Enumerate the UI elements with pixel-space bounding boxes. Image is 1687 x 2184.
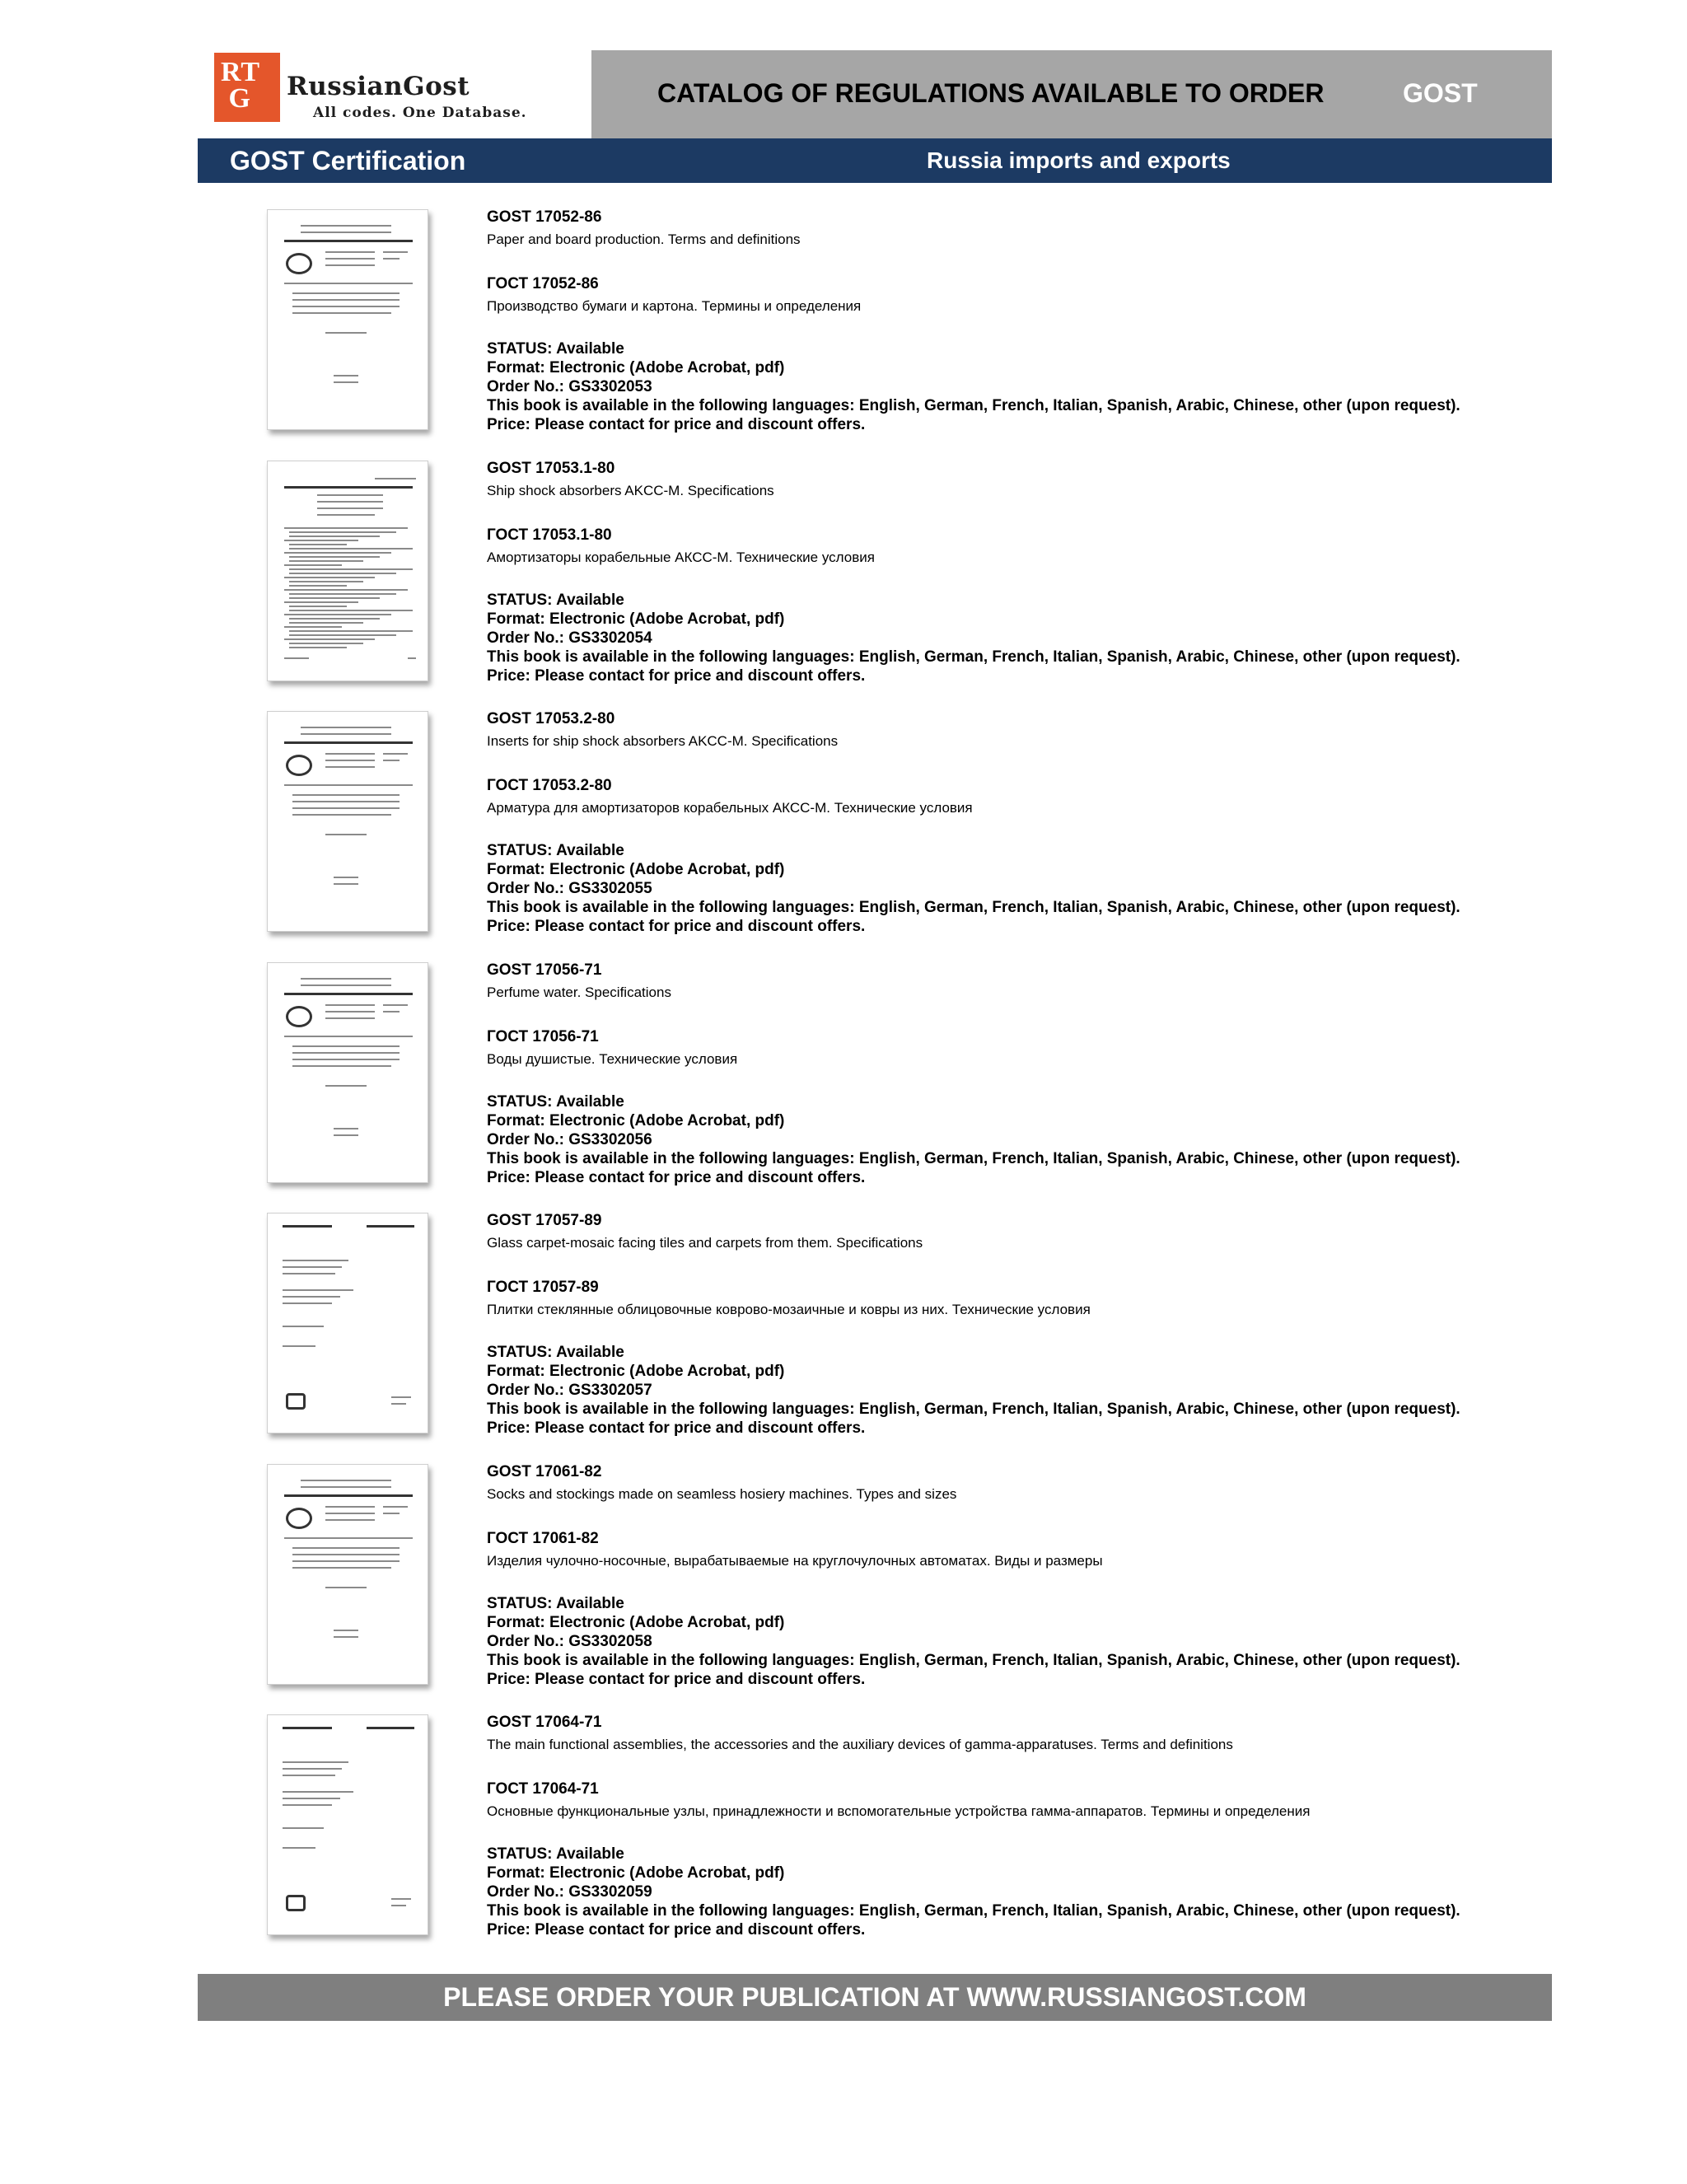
page-header [198,50,1552,138]
standard-logo-icon [286,1508,312,1529]
status-text: STATUS: Available [487,592,624,609]
cover-text-line [289,568,413,570]
doc-title-ru: Плитки стеклянные облицовочные коврово-мозаичные и ковры из них. Технические условия [487,1302,1091,1317]
catalog-entry [0,460,1687,711]
catalog-entry [0,1212,1687,1463]
doc-code-en[interactable]: GOST 17057-89 [487,1212,602,1229]
cover-text-line [289,581,363,582]
cover-text-line [292,312,391,314]
document-cover-thumbnail[interactable] [267,1464,428,1685]
languages-text: This book is available in the following languages: English, German, French, Italian, Spanish, Arabic, Chinese, other (upon request). [487,648,1460,666]
cover-text-line [334,1134,358,1136]
format-text: Format: Electronic (Adobe Acrobat, pdf) [487,359,785,376]
cover-text-line [284,614,391,615]
cover-text-line [334,1128,358,1129]
cover-text-line [383,1011,400,1012]
cover-text-line [289,548,413,550]
doc-title-ru: Изделия чулочно-носочные, вырабатываемые на круглочулочных автоматах. Виды и размеры [487,1553,1103,1569]
cover-text-line [289,556,380,558]
document-cover-thumbnail[interactable] [267,461,428,681]
cover-text-line [301,231,391,233]
cover-text-line [284,657,309,659]
cover-text-line [284,741,413,744]
cover-text-line [283,1260,348,1261]
cover-text-line [292,306,400,307]
cover-text-line [283,1296,340,1298]
cover-text-line [325,1017,375,1019]
cover-text-line [283,1804,332,1806]
cover-text-line [301,225,391,227]
cover-text-line [383,760,400,761]
cover-text-line [317,501,383,503]
cover-text-line [325,1587,367,1588]
order-number: Order No.: GS3302058 [487,1633,652,1650]
cover-text-line [292,1554,400,1555]
price-text: Price: Please contact for price and discount offers. [487,918,866,935]
status-text: STATUS: Available [487,1595,624,1612]
cover-text-line [367,1727,414,1729]
doc-code-ru[interactable]: ГОСТ 17053.2-80 [487,777,612,794]
cover-text-line [292,1045,400,1047]
cover-text-line [391,1898,411,1900]
cover-text-line [283,1302,332,1304]
status-text: STATUS: Available [487,842,624,859]
cover-text-line [289,585,347,587]
cover-text-line [325,332,367,334]
order-footer[interactable] [198,1974,1552,2021]
cover-text-line [317,514,375,516]
cover-text-line [325,1085,367,1087]
cover-text-line [284,993,413,995]
logo-mark-icon: RT G [214,53,280,122]
logo[interactable] [198,50,591,138]
cover-text-line [289,560,363,562]
cover-text-line [292,1560,400,1562]
cover-text-line [301,727,391,728]
cover-text-line [284,1494,413,1497]
cover-text-line [289,622,363,624]
cover-text-line [301,1486,391,1488]
doc-code-ru[interactable]: ГОСТ 17064-71 [487,1780,599,1798]
cover-text-line [334,877,358,878]
price-text: Price: Please contact for price and discount offers. [487,416,866,433]
cover-text-line [292,1547,400,1549]
cover-text-line [383,258,400,260]
cover-text-line [334,375,358,376]
catalog-code: GOST [1403,78,1478,108]
doc-code-en[interactable]: GOST 17052-86 [487,208,602,226]
cover-text-line [283,1266,342,1268]
cover-text-line [283,1345,315,1347]
doc-code-en[interactable]: GOST 17053.1-80 [487,460,615,477]
document-cover-thumbnail[interactable] [267,1213,428,1433]
status-text: STATUS: Available [487,1845,624,1863]
cover-text-line [289,618,380,620]
cover-text-line [391,1403,406,1405]
catalog-entry [0,1463,1687,1714]
languages-text: This book is available in the following languages: English, German, French, Italian, Spanish, Arabic, Chinese, other (upon request). [487,899,1460,916]
cover-text-line [383,251,408,253]
cover-text-line [284,527,408,529]
standard-logo-icon [286,755,312,776]
document-cover-thumbnail[interactable] [267,1714,428,1935]
cover-text-line [301,1480,391,1481]
doc-title-en: Socks and stockings made on seamless hosiery machines. Types and sizes [487,1486,957,1502]
doc-title-ru: Воды душистые. Технические условия [487,1051,738,1067]
doc-code-ru[interactable]: ГОСТ 17061-82 [487,1530,599,1547]
cover-text-line [367,1225,414,1228]
catalog-entry [0,1714,1687,1965]
languages-text: This book is available in the following languages: English, German, French, Italian, Spanish, Arabic, Chinese, other (upon request). [487,1902,1460,1920]
cover-text-line [334,1636,358,1638]
order-number: Order No.: GS3302055 [487,880,652,897]
cover-text-line [292,1065,391,1067]
cover-text-line [325,1513,375,1514]
cover-text-line [284,283,413,284]
cover-text-line [391,1905,406,1906]
cover-text-line [391,1396,411,1398]
price-text: Price: Please contact for price and discount offers. [487,667,866,685]
cover-text-line [284,784,413,786]
price-text: Price: Please contact for price and discount offers. [487,1419,866,1437]
languages-text: This book is available in the following languages: English, German, French, Italian, Spanish, Arabic, Chinese, other (upon request). [487,1401,1460,1418]
cover-text-line [325,258,375,260]
cover-text-line [334,381,358,383]
cover-text-line [284,240,413,242]
subheader-bar [198,138,1552,183]
doc-title-ru: Арматура для амортизаторов корабельных АКСС-М. Технические условия [487,800,973,816]
cover-text-line [292,299,400,301]
doc-code-ru[interactable]: ГОСТ 17057-89 [487,1279,599,1296]
cover-text-line [289,643,363,644]
cover-text-line [334,1630,358,1631]
cover-text-line [325,1004,375,1006]
cover-text-line [292,1052,400,1054]
languages-text: This book is available in the following languages: English, German, French, Italian, Spanish, Arabic, Chinese, other (upon request). [487,397,1460,414]
cover-text-line [383,1513,400,1514]
cover-text-line [284,1537,413,1539]
standard-logo-icon [286,1895,306,1911]
cover-text-line [289,647,347,648]
order-number: Order No.: GS3302057 [487,1382,652,1399]
order-number: Order No.: GS3302059 [487,1883,652,1901]
doc-code-en[interactable]: GOST 17056-71 [487,961,602,979]
cover-text-line [283,1289,353,1291]
cover-text-line [317,507,383,509]
document-cover-thumbnail[interactable] [267,711,428,932]
cover-text-line [283,1273,335,1274]
doc-title-en: Perfume water. Specifications [487,984,671,1000]
subheader-left: GOST Certification [230,146,466,175]
cover-text-line [325,1506,375,1508]
price-text: Price: Please contact for price and discount offers. [487,1671,866,1688]
cover-text-line [289,544,347,545]
cover-text-line [289,606,347,607]
cover-text-line [284,601,358,603]
cover-text-line [325,264,375,266]
cover-text-line [325,834,367,835]
cover-text-line [289,535,380,537]
cover-text-line [301,733,391,735]
cover-text-line [289,610,413,611]
order-number: Order No.: GS3302053 [487,378,652,395]
cover-text-line [284,486,413,489]
doc-title-en: Paper and board production. Terms and definitions [487,231,801,247]
doc-code-ru[interactable]: ГОСТ 17053.1-80 [487,526,612,544]
format-text: Format: Electronic (Adobe Acrobat, pdf) [487,1864,785,1882]
cover-text-line [283,1798,340,1799]
status-text: STATUS: Available [487,1344,624,1361]
cover-text-line [289,593,396,595]
cover-text-line [325,760,375,761]
doc-title-en: Inserts for ship shock absorbers AKCC-M. Specifications [487,733,839,749]
cover-text-line [283,1727,332,1729]
catalog-entry [0,208,1687,460]
cover-text-line [283,1225,332,1228]
cover-text-line [292,814,391,816]
cover-text-line [375,478,416,479]
cover-text-line [325,251,375,253]
cover-text-line [284,626,342,628]
languages-text: This book is available in the following languages: English, German, French, Italian, Spanish, Arabic, Chinese, other (upon request). [487,1652,1460,1669]
format-text: Format: Electronic (Adobe Acrobat, pdf) [487,861,785,878]
cover-text-line [283,1761,348,1763]
catalog-entry [0,710,1687,961]
doc-code-en[interactable]: GOST 17061-82 [487,1463,602,1480]
cover-text-line [383,1506,408,1508]
cover-text-line [383,753,408,755]
cover-text-line [284,564,342,566]
cover-text-line [284,589,408,591]
doc-title-ru: Основные функциональные узлы, принадлежности и вспомогательные устройства гамма-аппаратов. Термины и определения [487,1803,1311,1819]
cover-text-line [283,1326,324,1327]
doc-title-en: Ship shock absorbers AKCC-M. Specifications [487,483,774,498]
title-bar [591,50,1552,138]
cover-text-line [284,552,391,554]
cover-text-line [325,753,375,755]
cover-text-line [289,630,413,632]
cover-text-line [283,1827,324,1829]
cover-text-line [317,494,383,496]
logo-tagline: All codes. One Database. [313,105,527,121]
format-text: Format: Electronic (Adobe Acrobat, pdf) [487,1363,785,1380]
status-text: STATUS: Available [487,1093,624,1111]
cover-text-line [284,577,375,578]
cover-text-line [301,984,391,986]
doc-code-ru[interactable]: ГОСТ 17052-86 [487,275,599,292]
cover-text-line [283,1768,342,1770]
format-text: Format: Electronic (Adobe Acrobat, pdf) [487,1112,785,1129]
cover-text-line [283,1847,315,1849]
cover-text-line [334,883,358,885]
cover-text-line [284,540,358,541]
format-text: Format: Electronic (Adobe Acrobat, pdf) [487,610,785,628]
price-text: Price: Please contact for price and discount offers. [487,1169,866,1186]
doc-title-en: Glass carpet-mosaic facing tiles and carpets from them. Specifications [487,1235,923,1251]
languages-text: This book is available in the following languages: English, German, French, Italian, Spanish, Arabic, Chinese, other (upon request). [487,1150,1460,1167]
cover-text-line [292,1567,391,1569]
cover-text-line [289,573,396,574]
doc-title-ru: Производство бумаги и картона. Термины и определения [487,298,862,314]
order-number: Order No.: GS3302054 [487,629,652,647]
cover-text-line [284,1036,413,1037]
cover-text-line [292,807,400,809]
status-text: STATUS: Available [487,340,624,358]
doc-code-en[interactable]: GOST 17064-71 [487,1714,602,1731]
cover-text-line [292,801,400,802]
cover-text-line [325,766,375,768]
document-cover-thumbnail[interactable] [267,962,428,1183]
cover-text-line [383,1004,408,1006]
logo-name: RussianGost [287,72,470,101]
doc-title-ru: Амортизаторы корабельные АКСС-М. Технические условия [487,550,875,565]
cover-text-line [289,634,396,636]
cover-text-line [292,1059,400,1060]
cover-text-line [289,531,396,533]
cover-text-line [408,657,416,659]
format-text: Format: Electronic (Adobe Acrobat, pdf) [487,1614,785,1631]
doc-code-ru[interactable]: ГОСТ 17056-71 [487,1028,599,1045]
cover-text-line [284,638,375,640]
price-text: Price: Please contact for price and discount offers. [487,1921,866,1938]
standard-logo-icon [286,1393,306,1410]
cover-text-line [301,978,391,980]
doc-title-en: The main functional assemblies, the accessories and the auxiliary devices of gamma-apparatuses. Terms and definitions [487,1737,1233,1752]
footer-text: PLEASE ORDER YOUR PUBLICATION AT WWW.RUSSIANGOST.COM [443,1982,1306,2012]
subheader-right: Russia imports and exports [927,147,1231,173]
document-cover-thumbnail[interactable] [267,209,428,430]
standard-logo-icon [286,253,312,274]
cover-text-line [289,597,380,599]
cover-text-line [325,1011,375,1012]
cover-text-line [283,1775,335,1776]
doc-code-en[interactable]: GOST 17053.2-80 [487,710,615,727]
cover-text-line [325,1519,375,1521]
cover-text-line [292,292,400,294]
cover-text-line [283,1791,353,1793]
order-number: Order No.: GS3302056 [487,1131,652,1148]
standard-logo-icon [286,1006,312,1027]
catalog-title: CATALOG OF REGULATIONS AVAILABLE TO ORDER [657,78,1325,108]
catalog-entry [0,961,1687,1213]
cover-text-line [292,794,400,796]
